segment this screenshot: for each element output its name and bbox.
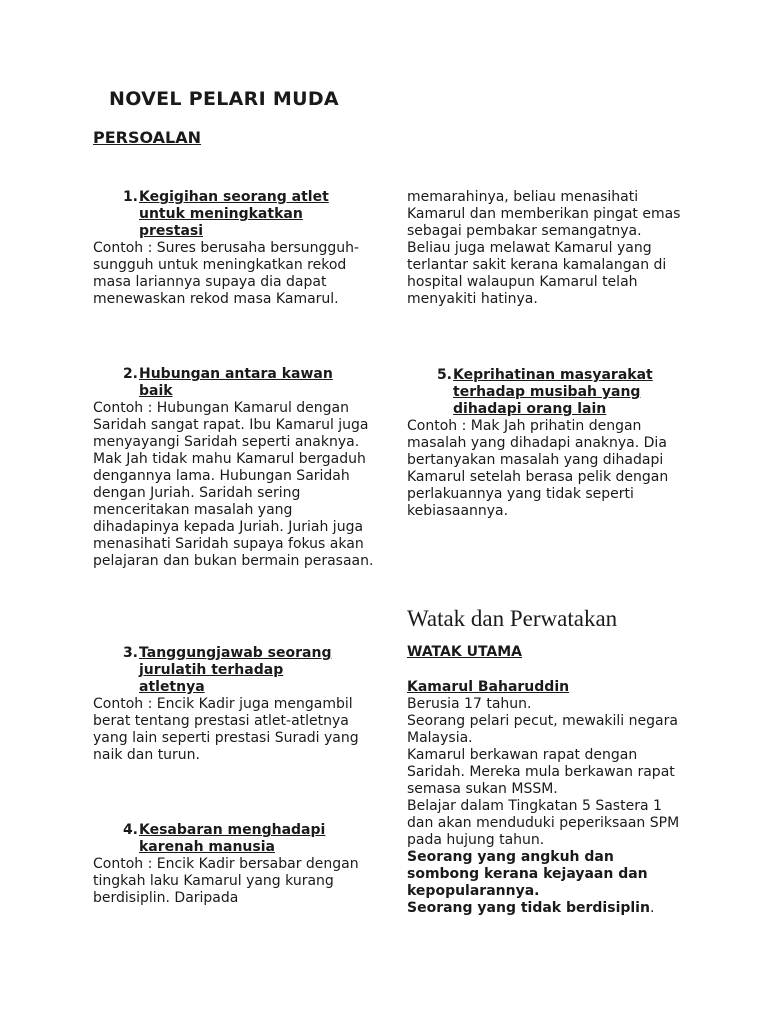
trailing-period: .	[649, 900, 655, 916]
page-title: NOVEL PELARI MUDA	[109, 88, 339, 110]
list-item	[93, 189, 375, 308]
item-heading: Hubungan antara kawan baik	[139, 366, 333, 399]
item-number: 1.	[122, 189, 138, 205]
item-body: Contoh : Sures berusaha bersungguh-sungguh untuk meningkatkan rekod masa lariannya supaya dia dapat menewaskan rekod masa Kamarul.	[93, 240, 360, 307]
item-header	[93, 822, 375, 856]
item-header	[93, 189, 375, 240]
list-item	[93, 366, 375, 570]
item-heading: Kegigihan seorang atlet untuk meningkatkan prestasi	[139, 189, 329, 239]
profile-line: Berusia 17 tahun.	[407, 696, 532, 712]
character-name: Kamarul Baharuddin	[407, 679, 570, 695]
item-number: 2.	[122, 366, 138, 382]
list-item	[407, 367, 687, 520]
profile-line: Belajar dalam Tingkatan 5 Sastera 1 dan akan menduduki peperiksaan SPM pada hujung tahun.	[407, 798, 680, 848]
item-heading: Tanggungjawab seorang jurulatih terhadap atletnya	[139, 645, 332, 695]
item-body: Contoh : Encik Kadir juga mengambil berat tentang prestasi atlet-atletnya yang lain seperti prestasi Suradi yang naik dan turun.	[93, 696, 359, 763]
profile-bold-line: Seorang yang tidak berdisiplin	[407, 900, 650, 916]
profile-last-line	[407, 900, 687, 917]
item-body: Contoh : Hubungan Kamarul dengan Saridah sangat rapat. Ibu Kamarul juga menyayangi Saridah seperti anaknya. Mak Jah tidak mahu Kamarul bergaduh dengannya lama. Hubungan Saridah dengan Juriah. Saridah sering menceritakan masalah yang dihadapinya kepada Juriah. Juriah juga menasihati Saridah supaya fokus akan pelajaran dan bukan bermain perasaan.	[93, 400, 374, 569]
list-item	[93, 645, 375, 764]
profile-line: Seorang pelari pecut, mewakili negara Malaysia.	[407, 713, 678, 746]
item-header	[407, 367, 687, 418]
item-body: Contoh : Encik Kadir bersabar dengan tingkah laku Kamarul yang kurang berdisiplin. Daripada	[93, 856, 359, 906]
continued-text: memarahinya, beliau menasihati Kamarul dan memberikan pingat emas sebagai pembakar semangatnya. Beliau juga melawat Kamarul yang terlantar sakit kerana kamalangan di hospital walaupun Kamarul telah menyakiti hatinya.	[407, 189, 681, 307]
profile-line: Kamarul berkawan rapat dengan Saridah. Mereka mula berkawan rapat semasa sukan MSSM.	[407, 747, 675, 797]
item-heading: Kesabaran menghadapi karenah manusia	[139, 822, 326, 855]
watak-heading: Watak dan Perwatakan	[407, 606, 618, 631]
item-number: 4.	[122, 822, 138, 838]
item-number: 3.	[122, 645, 138, 661]
profile-bold-line: Seorang yang angkuh dan sombong kerana kejayaan dan kepopularannya.	[407, 849, 648, 899]
watak-utama-heading: WATAK UTAMA	[407, 644, 523, 660]
item-number: 5.	[436, 367, 452, 383]
item-heading: Keprihatinan masyarakat terhadap musibah yang dihadapi orang lain	[453, 367, 653, 417]
character-profile	[407, 679, 687, 917]
item-body: Contoh : Mak Jah prihatin dengan masalah yang dihadapi anaknya. Dia bertanyakan masalah yang dihadapi Kamarul setelah berasa pelik dengan perlakuannya yang tidak seperti kebiasaannya.	[407, 418, 669, 519]
section-heading: PERSOALAN	[93, 128, 202, 147]
item-header	[93, 366, 375, 400]
item-header	[93, 645, 375, 696]
list-item	[93, 822, 375, 907]
